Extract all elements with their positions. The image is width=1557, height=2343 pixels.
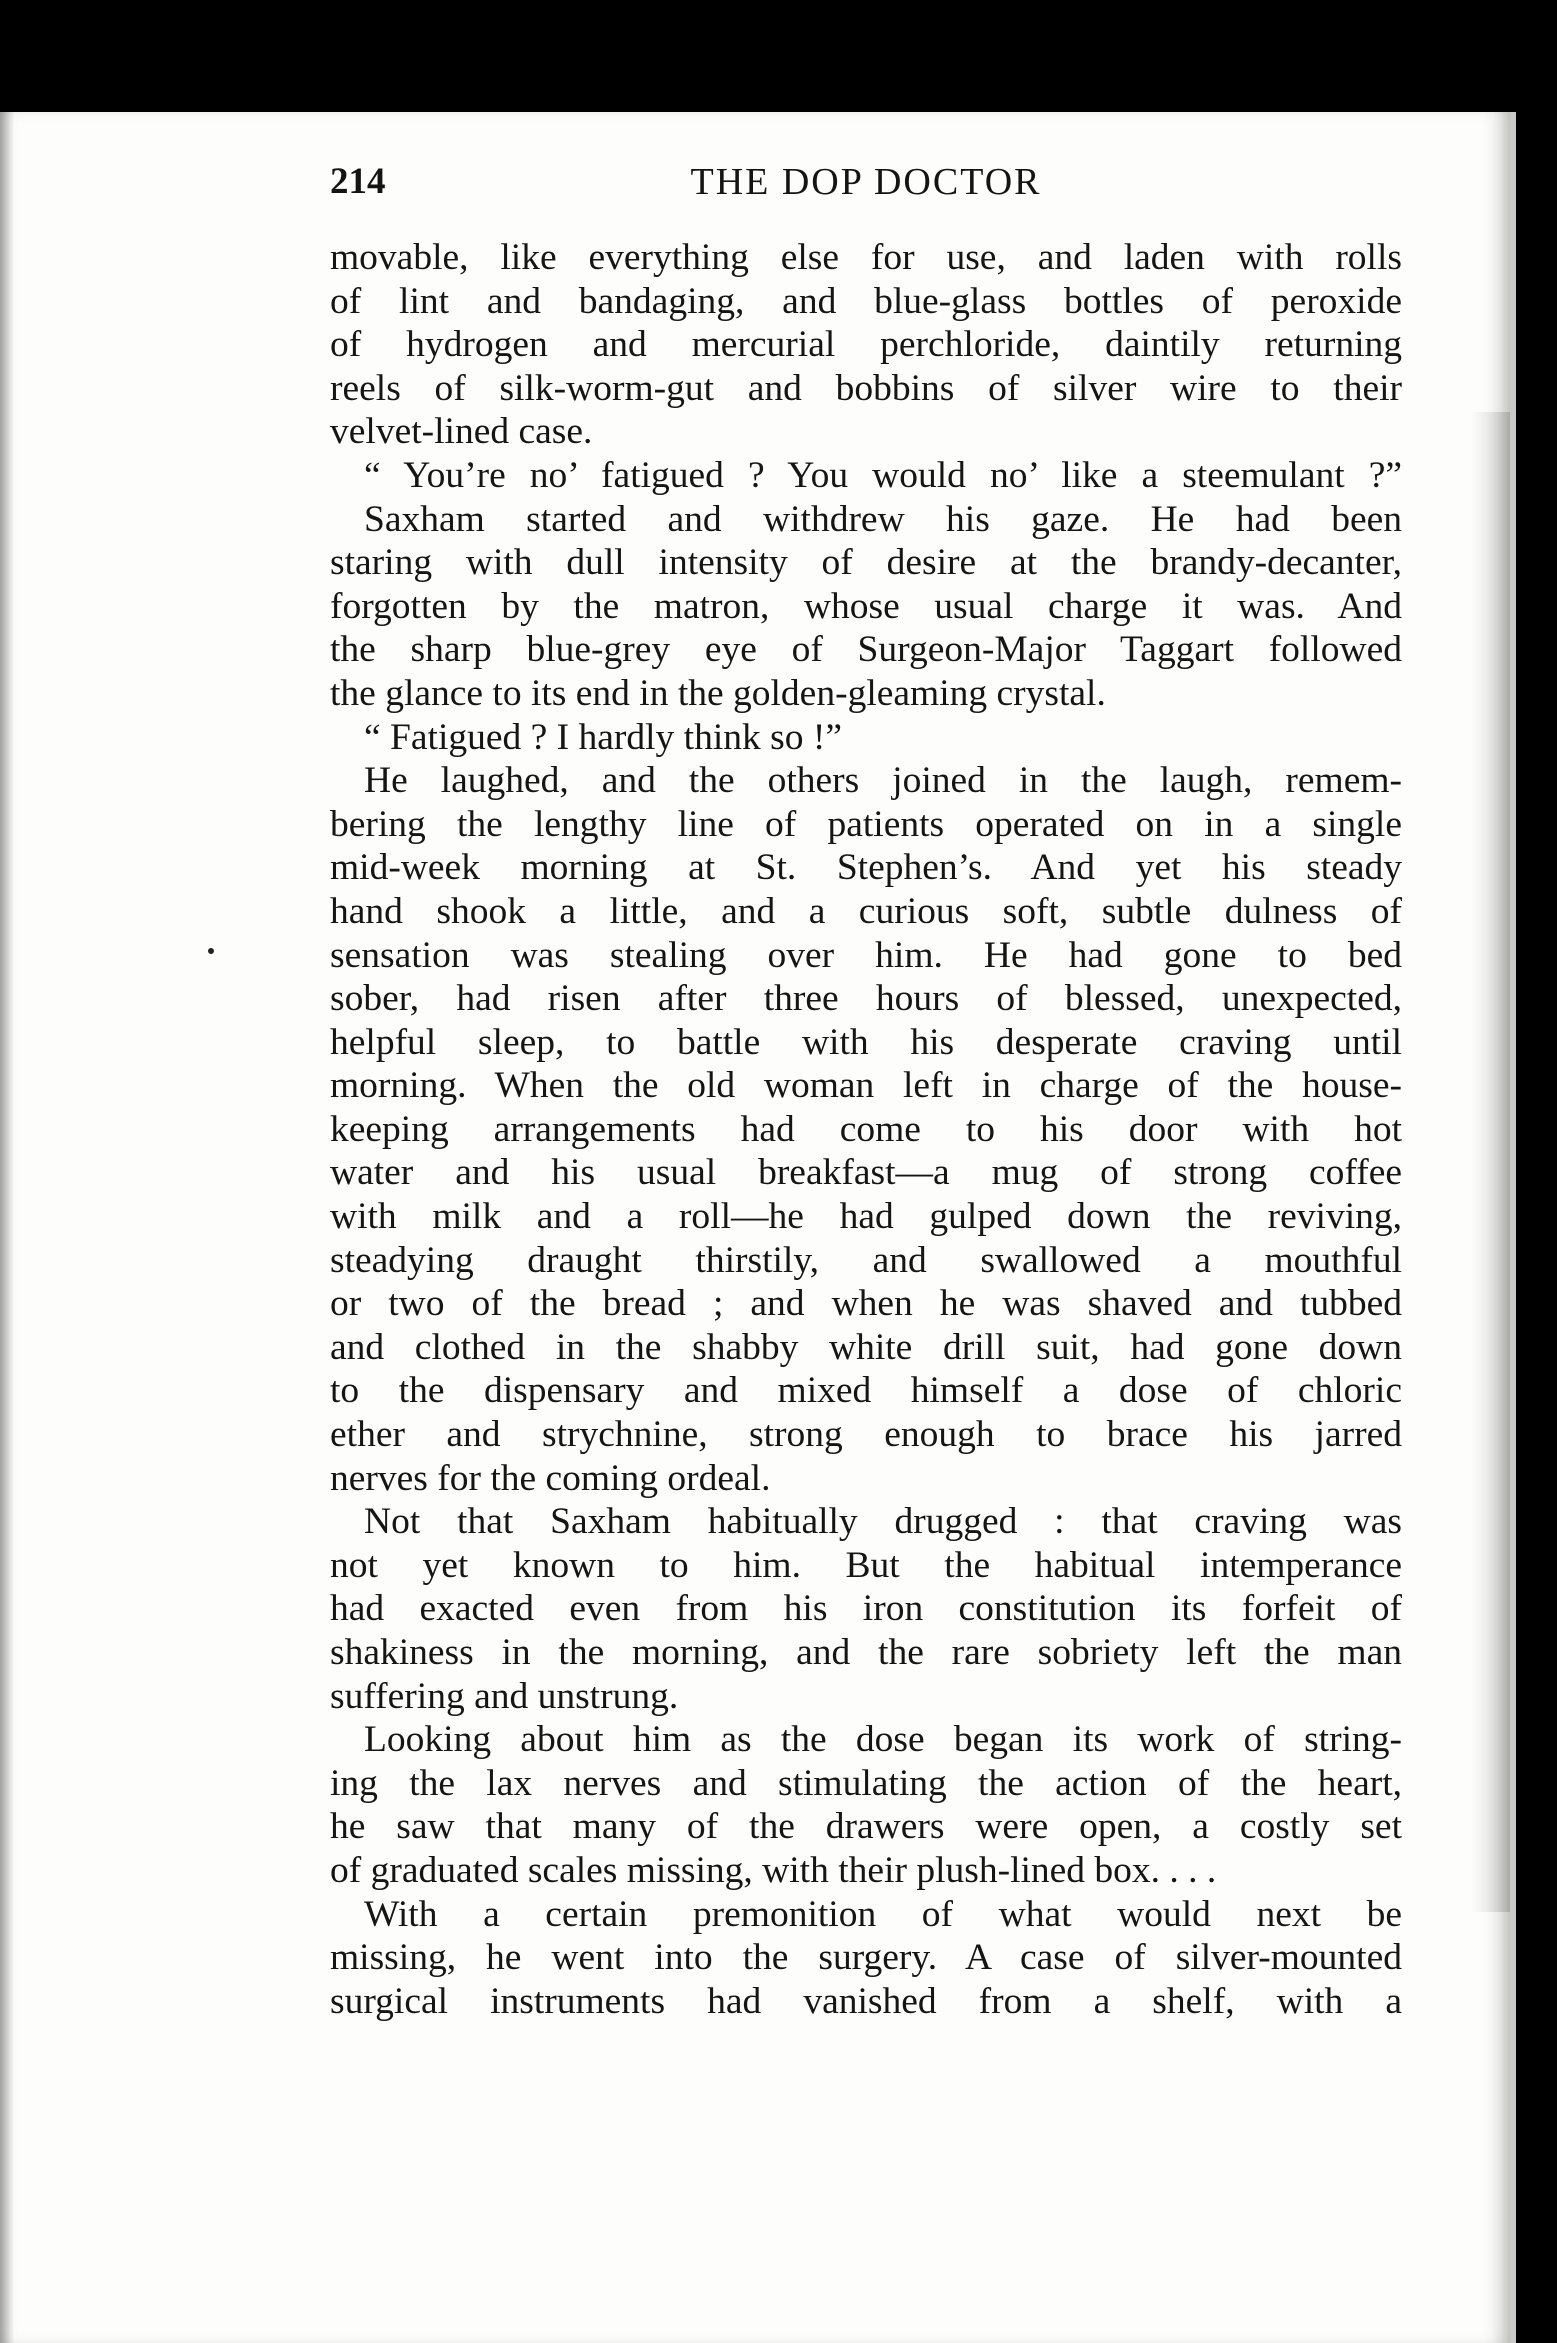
text-line: to the dispensary and mixed himself a dose of chloric bbox=[330, 1370, 1402, 1412]
text-line: the sharp blue-grey eye of Surgeon-Major Taggart followed bbox=[330, 629, 1402, 671]
text-line: shakiness in the morning, and the rare sobriety left the man bbox=[330, 1632, 1402, 1673]
text-line: the glance to its end in the golden-gleaming crystal. bbox=[330, 672, 1106, 714]
body-text bbox=[330, 236, 1402, 2023]
text-line: he saw that many of the drawers were open, a costly set bbox=[330, 1806, 1402, 1848]
text-line: ing the lax nerves and stimulating the action of the heart, bbox=[330, 1762, 1402, 1804]
page-number: 214 bbox=[330, 161, 386, 202]
text-line: not yet known to him. But the habitual intemperance bbox=[330, 1544, 1402, 1586]
text-line: nerves for the coming ordeal. bbox=[330, 1457, 771, 1499]
text-line: Not that Saxham habitually drugged : that craving was bbox=[364, 1501, 1402, 1543]
text-line: reels of silk-worm-gut and bobbins of silver wire to their bbox=[330, 367, 1402, 409]
text-line: with milk and a roll—he had gulped down the reviving, bbox=[330, 1196, 1402, 1238]
text-line: morning. When the old woman left in charge of the house- bbox=[330, 1065, 1402, 1107]
text-line: helpful sleep, to battle with his desperate craving until bbox=[330, 1021, 1402, 1063]
text-line: of graduated scales missing, with their plush-lined box. . . . bbox=[330, 1849, 1217, 1891]
text-line: keeping arrangements had come to his door with hot bbox=[330, 1108, 1402, 1150]
text-line: sober, had risen after three hours of blessed, unexpected, bbox=[330, 978, 1402, 1020]
text-line: and clothed in the shabby white drill suit, had gone down bbox=[330, 1326, 1402, 1368]
page-header bbox=[330, 160, 1402, 216]
margin-speck bbox=[208, 948, 214, 954]
text-line: surgical instruments had vanished from a shelf, with a bbox=[330, 1980, 1402, 2022]
text-line: “ You’re no’ fatigued ? You would no’ like a steemulant ?” bbox=[364, 454, 1402, 496]
text-line: missing, he went into the surgery. A case of silver-mounted bbox=[330, 1937, 1402, 1979]
text-line: of hydrogen and mercurial perchloride, daintily returning bbox=[330, 324, 1402, 366]
text-line: ether and strychnine, strong enough to brace his jarred bbox=[330, 1414, 1402, 1456]
page-gutter-shadow bbox=[0, 112, 14, 2343]
text-line: hand shook a little, and a curious soft, subtle dulness of bbox=[330, 890, 1402, 932]
text-line: mid-week morning at St. Stephen’s. And yet his steady bbox=[330, 847, 1402, 889]
text-line: water and his usual breakfast—a mug of strong coffee bbox=[330, 1152, 1402, 1194]
text-line: of lint and bandaging, and blue-glass bottles of peroxide bbox=[330, 280, 1402, 322]
text-line: He laughed, and the others joined in the laugh, remem- bbox=[364, 760, 1402, 802]
text-line: sensation was stealing over him. He had gone to bed bbox=[330, 934, 1402, 976]
text-line: bering the lengthy line of patients operated on in a single bbox=[330, 803, 1402, 845]
page-edge-shadow bbox=[1470, 412, 1510, 1912]
text-line: had exacted even from his iron constitution its forfeit of bbox=[330, 1588, 1402, 1630]
text-line: or two of the bread ; and when he was shaved and tubbed bbox=[330, 1283, 1402, 1325]
text-line: velvet-lined case. bbox=[330, 411, 593, 453]
text-line: forgotten by the matron, whose usual charge it was. And bbox=[330, 585, 1402, 627]
text-line: “ Fatigued ? I hardly think so !” bbox=[364, 716, 842, 758]
text-line: movable, like everything else for use, and laden with rolls bbox=[330, 237, 1402, 278]
text-line: Saxham started and withdrew his gaze. He had been bbox=[364, 498, 1402, 540]
text-line: staring with dull intensity of desire at the brandy-decanter, bbox=[330, 542, 1402, 584]
text-line: steadying draught thirstily, and swallowed a mouthful bbox=[330, 1239, 1402, 1281]
running-title: THE DOP DOCTOR bbox=[690, 161, 1042, 203]
text-line: suffering and unstrung. bbox=[330, 1675, 679, 1717]
text-line: With a certain premonition of what would next be bbox=[364, 1893, 1402, 1935]
text-line: Looking about him as the dose began its work of string- bbox=[364, 1719, 1402, 1761]
